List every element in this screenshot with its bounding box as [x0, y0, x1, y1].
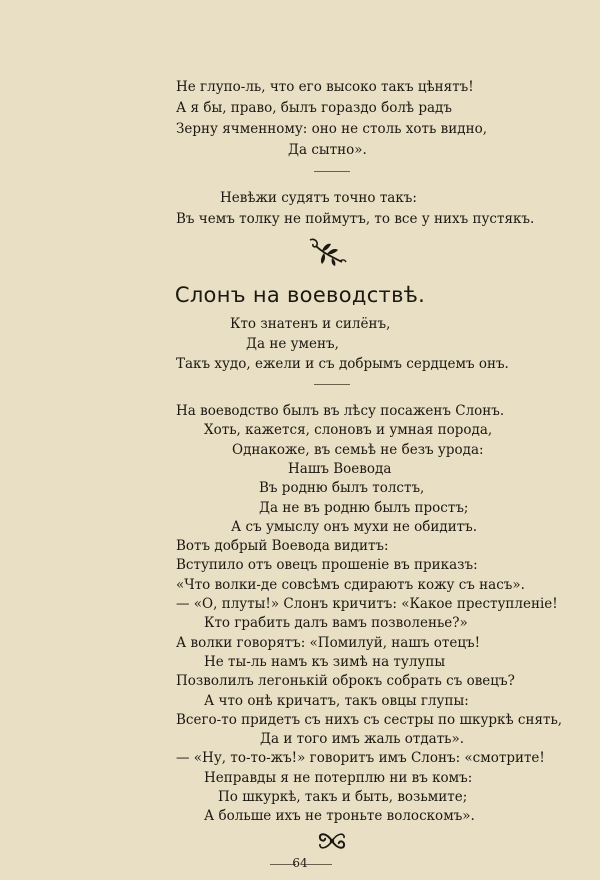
fable-line: А волки говорятъ: «Помилуй, нашъ отецъ!	[176, 634, 481, 651]
fable-line: Неправды я не потерплю ни въ комъ:	[204, 769, 473, 786]
fable-line: Вступило отъ овецъ прошенiе въ приказъ:	[176, 557, 478, 574]
fable-line: Вотъ добрый Воевода видитъ:	[176, 538, 389, 555]
epigraph-line: Кто знатенъ и силёнъ,	[230, 316, 391, 332]
section-divider	[314, 384, 350, 385]
fleuron-ornament-icon	[316, 830, 348, 852]
fable-line: «Что волки-де совсѣмъ сдираютъ кожу съ насъ».	[176, 576, 525, 593]
fable-title: Слонъ на воеводствѣ.	[174, 283, 426, 307]
fable-line: Позволилъ легонькiй оброкъ собрать съ овецъ?	[176, 673, 515, 690]
fable-line: По шкуркѣ, такъ и быть, возьмите;	[218, 789, 468, 805]
fable-line: Не ты-ль намъ къ зимѣ на тулупы	[204, 653, 446, 670]
fable-line: А больше ихъ не троньте волоскомъ».	[204, 808, 475, 825]
fable-line: — «Ну, то-то-жъ!» говоритъ имъ Слонъ: «смотрите!	[176, 750, 545, 767]
verse-line: Не глупо-ль, что его высоко такъ цѣнятъ!	[176, 79, 474, 95]
fable-line: А съ умыслу онъ мухи не обидитъ.	[231, 518, 478, 535]
fable-line: На воеводство былъ въ лѣсу посаженъ Слонъ.	[176, 403, 505, 419]
moral-line: Невѣжи судятъ точно такъ:	[220, 190, 417, 206]
leaf-sprig-ornament-icon	[304, 234, 348, 268]
fable-line: А что онѣ кричатъ, такъ овцы глупы:	[204, 692, 469, 709]
section-divider	[314, 171, 350, 172]
fable-line: Всего-то придетъ съ нихъ съ сестры по шкуркѣ снять,	[176, 711, 563, 728]
fable-line: Да не въ родню былъ простъ;	[259, 499, 469, 516]
page-number: 64	[292, 856, 308, 871]
fable-line: — «О, плуты!» Слонъ кричитъ: «Какое преступленiе!	[176, 596, 558, 612]
fable-line: Однакоже, въ семьѣ не безъ урода:	[232, 441, 484, 458]
fable-line: Въ родню былъ толстъ,	[259, 480, 425, 497]
page-number-rule-right	[306, 864, 332, 865]
fable-line: Нашъ Воевода	[288, 460, 392, 477]
fable-line: Да и того имъ жаль отдать».	[260, 731, 465, 748]
verse-line: А я бы, право, былъ гораздо болѣ радъ	[176, 100, 452, 116]
epigraph-line: Такъ худо, ежели и съ добрымъ сердцемъ онъ.	[176, 356, 509, 372]
verse-line: Да сытно».	[288, 142, 367, 158]
verse-line: Зерну ячменному: оно не столь хоть видно,	[176, 121, 487, 137]
fable-line: Кто грабить далъ вамъ позволенье?»	[204, 615, 468, 632]
epigraph-line: Да не уменъ,	[246, 336, 339, 352]
moral-line: Въ чемъ толку не поймутъ, то все у нихъ пустякъ.	[176, 211, 535, 227]
fable-line: Хоть, кажется, слоновъ и умная порода,	[204, 422, 493, 439]
